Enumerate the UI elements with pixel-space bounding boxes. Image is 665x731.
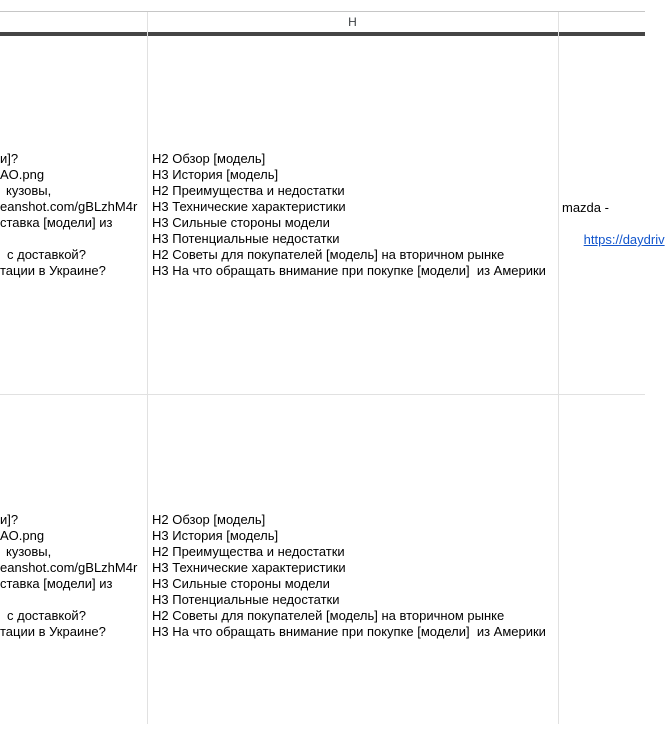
cell-right-row1[interactable]	[562, 200, 665, 247]
outline-line-h2-pros-cons: H2 Преимущества и недостатки	[152, 544, 345, 559]
cell-text-line-blank	[0, 592, 146, 608]
gridline-vertical-left	[147, 12, 148, 724]
cell-text-line: с доставкой?	[7, 247, 86, 262]
cell-text-line: AO.png	[0, 167, 45, 182]
outline-line-h3-specs: H3 Технические характеристики	[152, 199, 346, 214]
daydrive-link[interactable]: https://daydriv	[583, 232, 665, 247]
cell-text-line: тации в Украине?	[0, 624, 106, 639]
frozen-row-divider[interactable]	[0, 32, 645, 36]
cell-text-line: ставка [модели] из	[0, 576, 113, 591]
cell-text-line: кузовы,	[6, 183, 52, 198]
cell-text-line: AO.png	[0, 528, 45, 543]
outline-line-h3-history: H3 История [модель]	[152, 528, 279, 543]
cell-text-line: кузовы,	[6, 544, 52, 559]
cell-left-row2[interactable]	[0, 512, 146, 640]
mazda-label: mazda -	[562, 200, 609, 215]
outline-line-h3-strengths: H3 Сильные стороны модели	[152, 576, 330, 591]
cell-text-line: eanshot.com/gBLzhM4r	[0, 199, 138, 214]
cell-text-line: с доставкой?	[7, 608, 86, 623]
outline-line-h3-weaknesses: H3 Потенциальные недостатки	[152, 592, 340, 607]
column-header-h[interactable]	[147, 12, 558, 32]
cell-h-row2[interactable]	[152, 512, 645, 640]
cell-text-line: и]?	[0, 512, 19, 527]
outline-line-h3-history: H3 История [модель]	[152, 167, 279, 182]
gridline-row-divider	[0, 394, 645, 395]
cell-left-row1[interactable]	[0, 151, 146, 279]
outline-line-h3-specs: H3 Технические характеристики	[152, 560, 346, 575]
outline-line-h3-weaknesses: H3 Потенциальные недостатки	[152, 231, 340, 246]
outline-line-h3-import: H3 На что обращать внимание при покупке [модели] из Америки	[152, 263, 546, 278]
outline-line-h3-import: H3 На что обращать внимание при покупке [модели] из Америки	[152, 624, 546, 639]
cell-text-line-blank	[0, 231, 146, 247]
outline-line-h2-overview: H2 Обзор [модель]	[152, 151, 266, 166]
cell-text-line: ставка [модели] из	[0, 215, 113, 230]
cell-text-line: eanshot.com/gBLzhM4r	[0, 560, 138, 575]
cell-text-line: тации в Украине?	[0, 263, 106, 278]
outline-line-h2-overview: H2 Обзор [модель]	[152, 512, 266, 527]
outline-line-h2-advice: H2 Советы для покупателей [модель] на вторичном рынке	[152, 608, 505, 623]
outline-line-h3-strengths: H3 Сильные стороны модели	[152, 215, 330, 230]
column-header-label: H	[348, 15, 357, 29]
outline-line-h2-pros-cons: H2 Преимущества и недостатки	[152, 183, 345, 198]
cell-text-line: и]?	[0, 151, 19, 166]
outline-line-h2-advice: H2 Советы для покупателей [модель] на вторичном рынке	[152, 247, 505, 262]
